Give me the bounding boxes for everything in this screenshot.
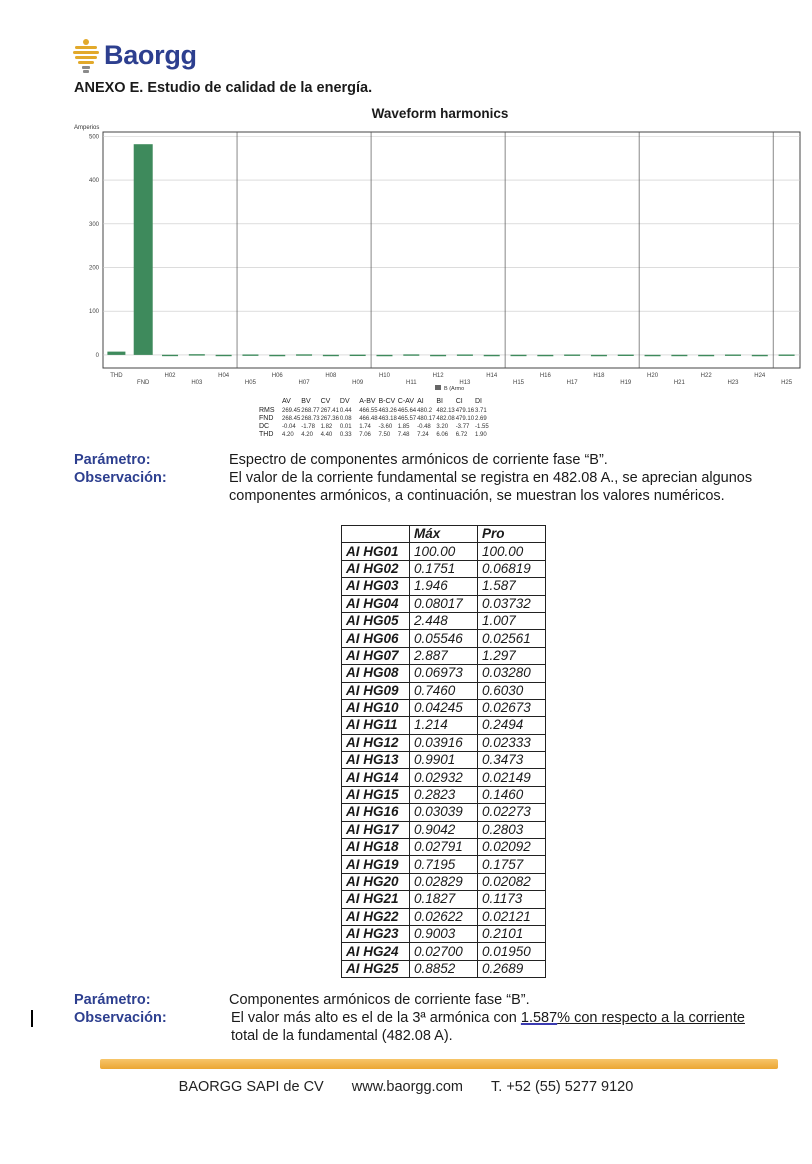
stats-value: 0.01 xyxy=(339,424,352,430)
observation-2-line-1 xyxy=(231,1010,745,1027)
stats-column-header: AV xyxy=(282,398,291,405)
stats-value: 465.57 xyxy=(397,416,417,422)
bar-h25 xyxy=(779,354,795,355)
observation-line-2: componentes armónicos, a continuación, se muestran los valores numéricos. xyxy=(229,488,725,504)
stats-row-label: RMS xyxy=(259,407,275,414)
max-value: 2.448 xyxy=(410,612,478,629)
y-tick-label: 200 xyxy=(88,265,99,272)
stats-value: 2.69 xyxy=(475,416,487,422)
stats-value: 6.72 xyxy=(455,432,468,438)
x-tick-label: H19 xyxy=(620,380,632,386)
pro-value: 0.02673 xyxy=(478,699,546,716)
stats-value: 3.71 xyxy=(475,408,487,414)
stats-value: 268.73 xyxy=(301,416,320,422)
stats-value: 4.40 xyxy=(320,432,333,438)
bar-h10 xyxy=(376,355,392,356)
observation-2-text-pre: El valor más alto es el de la 3ª armónica con xyxy=(231,1010,521,1026)
footer-website[interactable]: www.baorgg.com xyxy=(351,1079,463,1095)
legend-label: B (Armo xyxy=(444,386,465,392)
row-label: AI HG03 xyxy=(342,578,410,595)
pro-value: 0.03732 xyxy=(478,595,546,612)
bar-h14 xyxy=(484,355,500,356)
pro-value: 1.587 xyxy=(478,578,546,595)
pro-value: 0.2101 xyxy=(478,925,546,942)
legend-swatch xyxy=(435,385,441,390)
footer xyxy=(0,1079,812,1095)
x-tick-label: H25 xyxy=(781,380,793,386)
row-label: AI HG07 xyxy=(342,647,410,664)
x-tick-label: H17 xyxy=(566,380,578,386)
table-row xyxy=(342,752,546,769)
param-text-2: Componentes armónicos de corriente fase “B”. xyxy=(229,992,530,1008)
stats-value: -1.78 xyxy=(301,424,315,430)
bar-h13 xyxy=(457,354,473,355)
brand-name: Baorgg xyxy=(104,40,197,70)
bar-h15 xyxy=(511,355,527,356)
x-tick-label: H02 xyxy=(164,373,176,379)
x-tick-label: H08 xyxy=(325,373,337,379)
y-axis-label: Amperios xyxy=(74,125,100,131)
row-label: AI HG18 xyxy=(342,839,410,856)
row-label: AI HG01 xyxy=(342,543,410,560)
table-row xyxy=(342,960,546,977)
lightbulb-icon xyxy=(73,39,99,73)
stats-row-label: THD xyxy=(259,431,274,438)
pro-value: 0.02149 xyxy=(478,769,546,786)
stats-value: 3.20 xyxy=(436,424,449,430)
text-cursor xyxy=(31,1010,33,1027)
max-value: 0.2823 xyxy=(410,786,478,803)
bar-h21 xyxy=(671,355,687,356)
observation-label: Observación: xyxy=(74,470,167,486)
row-label: AI HG11 xyxy=(342,717,410,734)
stats-column-header: BI xyxy=(436,398,444,405)
x-tick-label: H07 xyxy=(298,380,310,386)
pro-value: 0.02561 xyxy=(478,630,546,647)
max-value: 1.214 xyxy=(410,717,478,734)
x-tick-label: THD xyxy=(110,373,123,379)
row-label: AI HG21 xyxy=(342,891,410,908)
pro-value: 0.02333 xyxy=(478,734,546,751)
table-row xyxy=(342,612,546,629)
footer-company: BAORGG SAPI de CV xyxy=(178,1079,324,1095)
row-label: AI HG15 xyxy=(342,786,410,803)
x-tick-label: H14 xyxy=(486,373,498,379)
pro-value: 0.1460 xyxy=(478,786,546,803)
row-label: AI HG24 xyxy=(342,943,410,960)
stats-value: 267.36 xyxy=(320,416,339,422)
stats-column-header: DV xyxy=(339,398,350,405)
highlighted-value[interactable]: 1.587 xyxy=(520,1010,558,1026)
max-value: 0.03039 xyxy=(410,804,478,821)
row-label: AI HG19 xyxy=(342,856,410,873)
max-value: 100.00 xyxy=(410,543,478,560)
stats-row-label: FND xyxy=(259,415,274,422)
x-tick-label: H11 xyxy=(406,380,417,386)
stats-value: 0.08 xyxy=(339,416,352,422)
stats-value: 4.20 xyxy=(301,432,313,438)
max-value: 0.7460 xyxy=(410,682,478,699)
table-row xyxy=(342,734,546,751)
stats-value: 466.55 xyxy=(359,408,378,414)
table-row xyxy=(342,630,546,647)
observation-2-text-post: % con respecto a la corriente xyxy=(557,1010,745,1026)
stats-value: 268.77 xyxy=(301,408,320,414)
stats-value: -3.77 xyxy=(455,424,470,430)
x-tick-label: H03 xyxy=(191,380,203,386)
row-label: AI HG25 xyxy=(342,960,410,977)
stats-column-header: BV xyxy=(301,398,311,405)
stats-value: 466.48 xyxy=(359,416,378,422)
param-label-2: Parámetro: xyxy=(74,992,151,1008)
annex-title: ANEXO E. Estudio de calidad de la energía. xyxy=(74,80,373,96)
x-tick-label: H15 xyxy=(513,380,525,386)
bar-h16 xyxy=(537,355,553,356)
table-row xyxy=(342,578,546,595)
max-value: 0.9003 xyxy=(410,925,478,942)
harmonics-chart xyxy=(60,120,805,445)
x-tick-label: H16 xyxy=(539,373,551,379)
bar-h24 xyxy=(752,355,768,356)
row-label: AI HG05 xyxy=(342,612,410,629)
observation-2-line-2: total de la fundamental (482.08 A). xyxy=(231,1028,453,1044)
pro-value: 100.00 xyxy=(478,543,546,560)
bar-h17 xyxy=(564,354,580,355)
stats-value: 268.45 xyxy=(282,416,301,422)
x-tick-label: H21 xyxy=(673,380,685,386)
pro-value: 0.2689 xyxy=(478,960,546,977)
max-value: 0.02791 xyxy=(410,839,478,856)
stats-value: 7.50 xyxy=(378,432,391,438)
stats-value: 7.24 xyxy=(417,432,429,438)
max-value: 0.05546 xyxy=(410,630,478,647)
table-row xyxy=(342,560,546,577)
table-row xyxy=(342,839,546,856)
stats-value: 4.20 xyxy=(282,432,294,438)
x-tick-label: H12 xyxy=(432,373,444,379)
row-label: AI HG17 xyxy=(342,821,410,838)
stats-value: 479.10 xyxy=(455,416,475,422)
bar-h08 xyxy=(323,355,339,356)
stats-value: 463.26 xyxy=(378,408,397,414)
bar-h22 xyxy=(698,355,714,356)
y-tick-label: 0 xyxy=(95,352,99,359)
max-value: 0.06973 xyxy=(410,665,478,682)
table-row xyxy=(342,543,546,560)
column-header-max: Máx xyxy=(410,526,478,543)
stats-value: 480.2 xyxy=(417,408,433,414)
row-label: AI HG09 xyxy=(342,682,410,699)
row-label: AI HG16 xyxy=(342,804,410,821)
row-label: AI HG06 xyxy=(342,630,410,647)
row-label: AI HG23 xyxy=(342,925,410,942)
footer-divider-bar xyxy=(100,1059,778,1069)
row-label: AI HG22 xyxy=(342,908,410,925)
table-row xyxy=(342,804,546,821)
y-tick-label: 500 xyxy=(88,134,99,141)
stats-value: -0.48 xyxy=(417,424,431,430)
table-row xyxy=(342,699,546,716)
bar-h03 xyxy=(189,354,205,355)
row-label: AI HG20 xyxy=(342,873,410,890)
row-label: AI HG14 xyxy=(342,769,410,786)
stats-row-label: DC xyxy=(259,423,270,430)
x-tick-label: H20 xyxy=(647,373,659,379)
bar-h20 xyxy=(645,355,661,356)
stats-column-header: A-BV xyxy=(359,398,376,405)
pro-value: 0.02092 xyxy=(478,839,546,856)
bar-h05 xyxy=(242,354,258,355)
table-row xyxy=(342,873,546,890)
footer-phone: T. +52 (55) 5277 9120 xyxy=(491,1079,634,1095)
chart-title: Waveform harmonics xyxy=(371,106,509,121)
bar-h06 xyxy=(269,355,285,356)
pro-value: 0.6030 xyxy=(478,682,546,699)
row-label: AI HG02 xyxy=(342,560,410,577)
stats-value: 0.44 xyxy=(339,408,352,414)
pro-value: 0.03280 xyxy=(478,665,546,682)
max-value: 0.9042 xyxy=(410,821,478,838)
plot-frame xyxy=(103,132,800,368)
observation-label-2: Observación: xyxy=(74,1010,167,1026)
bar-h09 xyxy=(350,355,366,356)
row-label: AI HG10 xyxy=(342,699,410,716)
pro-value: 1.297 xyxy=(478,647,546,664)
param-text: Espectro de componentes armónicos de corriente fase “B”. xyxy=(229,452,608,468)
stats-value: 0.33 xyxy=(339,432,352,438)
x-tick-label: FND xyxy=(137,380,150,386)
bar-h23 xyxy=(725,354,741,355)
y-tick-label: 300 xyxy=(88,221,99,228)
x-tick-label: H10 xyxy=(378,373,390,379)
pro-value: 0.3473 xyxy=(478,752,546,769)
column-header-pro: Pro xyxy=(478,526,546,543)
stats-column-header: DI xyxy=(475,398,482,405)
bar-fnd xyxy=(134,144,153,355)
pro-value: 0.1173 xyxy=(478,891,546,908)
table-row xyxy=(342,856,546,873)
table-row xyxy=(342,595,546,612)
x-tick-label: H13 xyxy=(459,380,471,386)
stats-value: -0.04 xyxy=(282,424,296,430)
param-label: Parámetro: xyxy=(74,452,151,468)
max-value: 0.02622 xyxy=(410,908,478,925)
max-value: 0.8852 xyxy=(410,960,478,977)
pro-value: 0.02273 xyxy=(478,804,546,821)
max-value: 0.03916 xyxy=(410,734,478,751)
x-tick-label: H22 xyxy=(700,373,712,379)
max-value: 0.04245 xyxy=(410,699,478,716)
max-value: 0.9901 xyxy=(410,752,478,769)
table-row xyxy=(342,925,546,942)
bar-h02 xyxy=(162,355,178,356)
observation-line-1: El valor de la corriente fundamental se registra en 482.08 A., se aprecian algunos xyxy=(229,470,753,486)
table-row xyxy=(342,943,546,960)
stats-value: 482.08 xyxy=(436,416,455,422)
harmonics-table xyxy=(341,525,546,978)
max-value: 2.887 xyxy=(410,647,478,664)
pro-value: 0.01950 xyxy=(478,943,546,960)
x-tick-label: H05 xyxy=(244,380,256,386)
table-row xyxy=(342,821,546,838)
stats-value: 1.74 xyxy=(359,424,371,430)
table-row xyxy=(342,717,546,734)
pro-value: 0.06819 xyxy=(478,560,546,577)
pro-value: 0.2494 xyxy=(478,717,546,734)
table-row xyxy=(342,786,546,803)
row-label: AI HG04 xyxy=(342,595,410,612)
stats-value: 267.41 xyxy=(320,408,339,414)
stats-value: -3.60 xyxy=(378,424,393,430)
stats-value: 480.17 xyxy=(417,416,436,422)
y-tick-label: 400 xyxy=(88,178,99,185)
table-corner-cell xyxy=(342,526,410,543)
stats-value: 6.06 xyxy=(436,432,449,438)
stats-value: 1.82 xyxy=(320,424,333,430)
bar-h19 xyxy=(618,355,634,356)
stats-column-header: B-CV xyxy=(378,398,396,405)
pro-value: 0.02082 xyxy=(478,873,546,890)
x-tick-label: H09 xyxy=(352,380,364,386)
max-value: 0.1827 xyxy=(410,891,478,908)
stats-value: 269.45 xyxy=(282,408,301,414)
max-value: 0.1751 xyxy=(410,560,478,577)
max-value: 1.946 xyxy=(410,578,478,595)
table-row xyxy=(342,647,546,664)
pro-value: 0.2803 xyxy=(478,821,546,838)
row-label: AI HG12 xyxy=(342,734,410,751)
row-label: AI HG08 xyxy=(342,665,410,682)
stats-column-header: C-AV xyxy=(397,398,415,405)
row-label: AI HG13 xyxy=(342,752,410,769)
max-value: 0.08017 xyxy=(410,595,478,612)
table-row xyxy=(342,682,546,699)
stats-column-header: CV xyxy=(320,398,331,405)
max-value: 0.02700 xyxy=(410,943,478,960)
table-row xyxy=(342,891,546,908)
max-value: 0.02829 xyxy=(410,873,478,890)
bar-h18 xyxy=(591,355,607,356)
bar-h12 xyxy=(430,355,446,356)
x-tick-label: H04 xyxy=(218,373,230,379)
max-value: 0.02932 xyxy=(410,769,478,786)
pro-value: 0.1757 xyxy=(478,856,546,873)
stats-value: 479.16 xyxy=(455,408,475,414)
bar-h11 xyxy=(403,354,419,355)
y-tick-label: 100 xyxy=(88,309,99,316)
table-row xyxy=(342,769,546,786)
stats-column-header: CI xyxy=(455,398,463,405)
stats-value: 463.18 xyxy=(378,416,397,422)
stats-value: 1.85 xyxy=(397,424,410,430)
stats-value: 1.90 xyxy=(475,432,487,438)
x-tick-label: H23 xyxy=(727,380,739,386)
max-value: 0.7195 xyxy=(410,856,478,873)
table-row xyxy=(342,908,546,925)
pro-value: 1.007 xyxy=(478,612,546,629)
x-tick-label: H18 xyxy=(593,373,605,379)
x-tick-label: H24 xyxy=(754,373,766,379)
table-header-row xyxy=(342,526,546,543)
stats-value: 7.48 xyxy=(397,432,410,438)
pro-value: 0.02121 xyxy=(478,908,546,925)
stats-value: 7.06 xyxy=(359,432,371,438)
x-tick-label: H06 xyxy=(271,373,283,379)
bar-h07 xyxy=(296,354,312,355)
stats-value: -1.55 xyxy=(475,424,489,430)
stats-column-header: AI xyxy=(417,398,424,405)
stats-value: 465.64 xyxy=(397,408,417,414)
table-row xyxy=(342,665,546,682)
bar-h04 xyxy=(216,355,232,356)
stats-value: 482.13 xyxy=(436,408,455,414)
bar-thd xyxy=(107,352,125,355)
